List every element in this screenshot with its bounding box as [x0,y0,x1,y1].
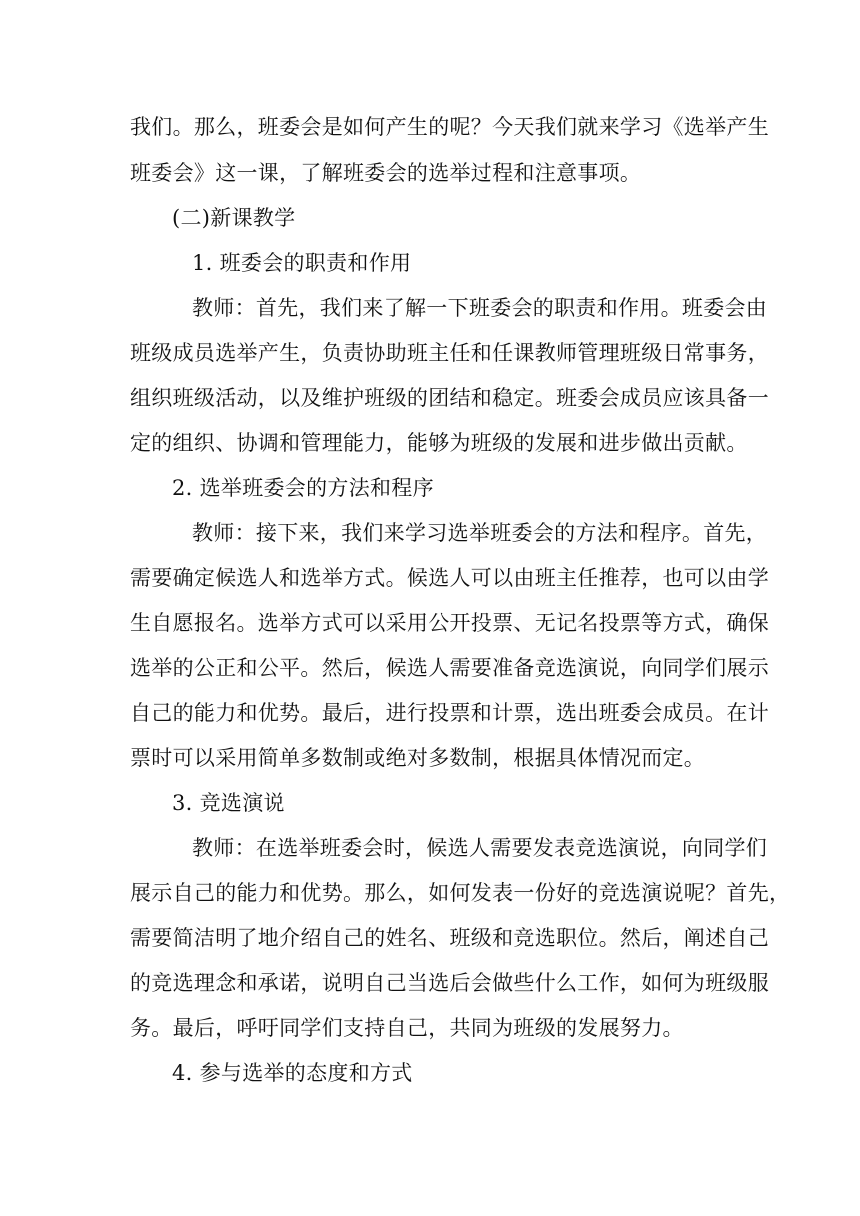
subsection-heading: 3. 竞选演说 [172,791,285,815]
paragraph-line: 展示自己的能力和优势。那么，如何发表一份好的竞选演说呢？首先， [130,881,791,905]
paragraph-line: 自己的能力和优势。最后，进行投票和计票，选出班委会成员。在计 [130,701,769,725]
subsection-heading: 2. 选举班委会的方法和程序 [172,476,434,500]
paragraph-line: 我们。那么，班委会是如何产生的呢？今天我们就来学习《选举产生 [130,115,769,139]
paragraph-line: 组织班级活动，以及维护班级的团结和稳定。班委会成员应该具备一 [130,386,769,410]
paragraph-line: 选举的公正和公平。然后，候选人需要准备竞选演说，向同学们展示 [130,656,769,680]
paragraph-line: 班级成员选举产生，负责协助班主任和任课教师管理班级日常事务， [130,341,769,365]
paragraph-line: 定的组织、协调和管理能力，能够为班级的发展和进步做出贡献。 [130,431,748,455]
paragraph-line: 教师：在选举班委会时，候选人需要发表竞选演说，向同学们 [192,836,768,860]
paragraph-line: 生自愿报名。选举方式可以采用公开投票、无记名投票等方式，确保 [130,611,769,635]
paragraph-line: 教师：接下来，我们来学习选举班委会的方法和程序。首先， [192,521,768,545]
subsection-heading: 1. 班委会的职责和作用 [192,251,412,275]
subsection-heading: 4. 参与选举的态度和方式 [172,1061,413,1085]
paragraph-line: 的竞选理念和承诺，说明自己当选后会做些什么工作，如何为班级服 [130,971,769,995]
section-heading: (二)新课教学 [172,206,296,230]
paragraph-line: 班委会》这一课，了解班委会的选举过程和注意事项。 [130,161,642,185]
paragraph-line: 教师：首先，我们来了解一下班委会的职责和作用。班委会由 [192,296,768,320]
paragraph-line: 需要确定候选人和选举方式。候选人可以由班主任推荐，也可以由学 [130,566,769,590]
paragraph-line: 票时可以采用简单多数制或绝对多数制，根据具体情况而定。 [130,746,706,770]
paragraph-line: 需要简洁明了地介绍自己的姓名、班级和竞选职位。然后，阐述自己 [130,926,769,950]
paragraph-line: 务。最后，呼吁同学们支持自己，共同为班级的发展努力。 [130,1016,684,1040]
